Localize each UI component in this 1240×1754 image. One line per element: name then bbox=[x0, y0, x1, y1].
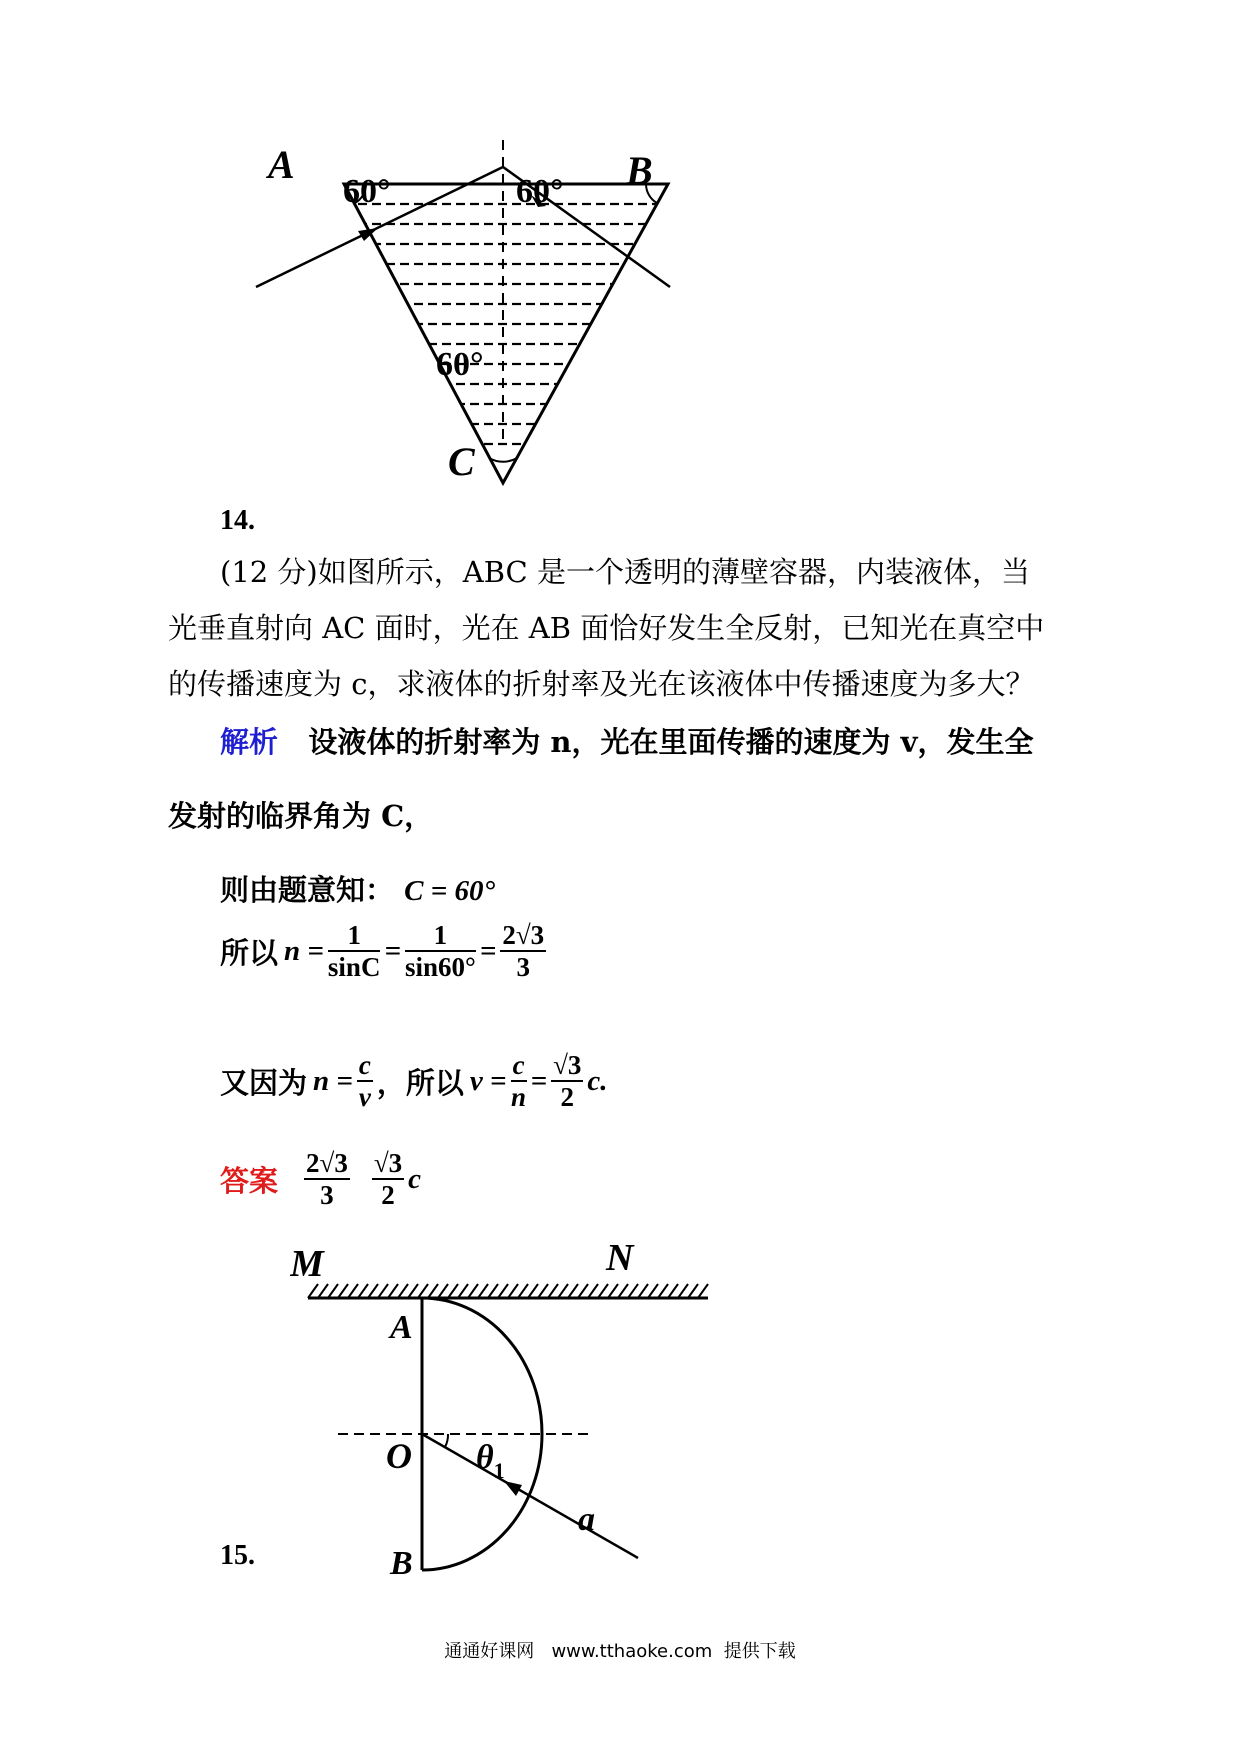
angle-a-label: 60° bbox=[343, 173, 391, 210]
light-ray-a bbox=[422, 1434, 638, 1558]
step3-row bbox=[220, 1050, 608, 1112]
step1-eq: C = 60° bbox=[404, 875, 496, 907]
frac-numerator: √3 bbox=[553, 1050, 582, 1080]
step2-equals2: = bbox=[479, 934, 497, 967]
step3-n: n = bbox=[313, 1064, 353, 1097]
step3-mid: ，所以 bbox=[376, 1065, 464, 1100]
label-theta bbox=[476, 1439, 505, 1483]
step3-prefix: 又因为 bbox=[220, 1065, 308, 1100]
step3-tail: c. bbox=[587, 1064, 608, 1097]
ray-a-arrow bbox=[504, 1481, 522, 1496]
frac-denominator: sinC bbox=[327, 952, 381, 982]
label-n: N bbox=[606, 1240, 634, 1279]
mirror-hatching bbox=[308, 1284, 708, 1298]
frac-denominator: 2 bbox=[560, 1082, 574, 1112]
vertex-a-label: A bbox=[268, 142, 295, 187]
q14-number: 14. bbox=[220, 505, 255, 536]
q14-problem-line3: 的传播速度为 c，求液体的折射率及光在该液体中传播速度为多大？ bbox=[168, 667, 1035, 701]
angle-arc-c bbox=[489, 458, 517, 462]
frac-numerator: 1 bbox=[328, 920, 381, 952]
analysis-label: 解析 bbox=[220, 725, 279, 759]
label-b: B bbox=[390, 1545, 413, 1582]
frac-denominator: sin60° bbox=[404, 952, 476, 982]
step3-frac3 bbox=[551, 1050, 583, 1112]
label-o: O bbox=[386, 1436, 412, 1476]
answer-frac1 bbox=[304, 1148, 350, 1210]
frac-denominator: v bbox=[358, 1082, 371, 1112]
angle-b-label: 60° bbox=[516, 173, 564, 210]
step2-equals: = bbox=[384, 934, 401, 967]
frac-denominator: n bbox=[511, 1082, 527, 1112]
angle-c-label: 60° bbox=[436, 346, 484, 383]
q15-number: 15. bbox=[220, 1540, 255, 1571]
label-a: A bbox=[390, 1309, 413, 1346]
step3-frac2 bbox=[511, 1050, 527, 1112]
frac-numerator: c bbox=[358, 1050, 371, 1080]
frac-numerator: √3 bbox=[373, 1148, 403, 1178]
step2-frac1 bbox=[328, 920, 381, 982]
analysis-line1: 设液体的折射率为 n，光在里面传播的速度为 v，发生全 bbox=[308, 725, 1034, 759]
label-ray-a: a bbox=[578, 1501, 595, 1538]
answer-frac2 bbox=[372, 1148, 404, 1210]
vertex-b-label: B bbox=[626, 148, 653, 193]
vertex-c-label: C bbox=[448, 439, 475, 484]
figure-15-semicircle bbox=[290, 1240, 730, 1600]
label-m: M bbox=[290, 1243, 324, 1285]
page-footer: 通通好课网 www.tthaoke.com 提供下载 bbox=[444, 1641, 796, 1662]
step3-frac1 bbox=[357, 1050, 373, 1112]
analysis-row bbox=[220, 714, 1080, 770]
step2-n: n = bbox=[284, 934, 324, 967]
frac-numerator: 1 bbox=[405, 920, 476, 952]
frac-numerator: 2√3 bbox=[306, 1148, 348, 1178]
angle-arc-theta bbox=[445, 1434, 448, 1447]
q14-problem-line1: (12 分)如图所示，ABC 是一个透明的薄壁容器，内装液体，当 bbox=[220, 555, 1030, 589]
answer-row bbox=[220, 1148, 421, 1210]
frac-numerator: 2√3 bbox=[502, 920, 545, 950]
liquid-hatching bbox=[330, 204, 680, 444]
step2-frac2 bbox=[405, 920, 476, 982]
theta-symbol: θ bbox=[476, 1439, 494, 1476]
step1-prefix: 则由题意知： bbox=[220, 873, 395, 907]
figure-14-triangle bbox=[240, 140, 760, 540]
answer-label: 答案 bbox=[220, 1163, 279, 1198]
frac-denominator: 3 bbox=[516, 952, 530, 982]
step3-equals: = bbox=[530, 1064, 548, 1097]
step2-prefix: 所以 bbox=[220, 935, 279, 970]
step2-frac3 bbox=[500, 920, 546, 982]
ray-arrow-in bbox=[358, 228, 378, 241]
answer-tail: c bbox=[408, 1162, 422, 1195]
frac-numerator: c bbox=[512, 1050, 525, 1080]
frac-denominator: 3 bbox=[320, 1180, 334, 1210]
step1-row bbox=[220, 862, 495, 919]
analysis-line2: 发射的临界角为 C， bbox=[168, 799, 434, 833]
q14-problem-line2: 光垂直射向 AC 面时，光在 AB 面恰好发生全反射，已知光在真空中 bbox=[168, 611, 1045, 645]
step3-v: v = bbox=[469, 1064, 507, 1097]
theta-subscript: 1 bbox=[493, 1458, 505, 1483]
frac-denominator: 2 bbox=[381, 1180, 395, 1210]
step2-row bbox=[220, 920, 550, 982]
triangle-container bbox=[344, 184, 668, 483]
